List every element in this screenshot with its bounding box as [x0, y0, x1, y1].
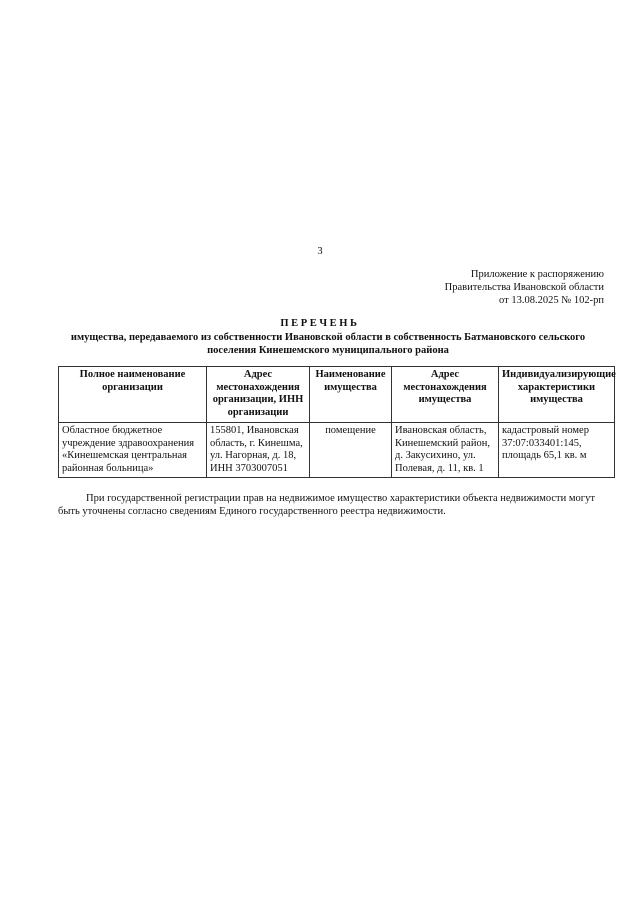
appendix-header: [445, 268, 604, 307]
cell-org-address: 155801, Ивановская область, г. Кинешма, ул. Нагорная, д. 18, ИНН 3703007051: [207, 423, 310, 478]
column-header-characteristics: Индивидуализирующие характеристики имущества: [499, 367, 615, 423]
appendix-date-line: от 13.08.2025 № 102-рп: [499, 295, 604, 306]
appendix-line: Правительства Ивановской области: [444, 282, 604, 293]
cell-characteristics: кадастровый номер 37:07:033401:145, площадь 65,1 кв. м: [499, 423, 615, 478]
cell-property-address: Ивановская область, Кинешемский район, д. Закусихино, ул. Полевая, д. 11, кв. 1: [392, 423, 499, 478]
page-number: 3: [317, 246, 323, 257]
table-row: [59, 423, 615, 478]
document-subtitle: имущества, передаваемого из собственности Ивановской области в собственность Батмановского сельского поселения Кинешемского муниципального района: [70, 332, 586, 356]
document-title: ПЕРЕЧЕНЬ: [280, 318, 360, 329]
column-header-org-address: Адрес местонахождения организации, ИНН организации: [207, 367, 310, 423]
property-table: [58, 366, 615, 478]
registration-note: При государственной регистрации прав на недвижимое имущество характеристики объекта недвижимости могут быть уточнены согласно сведениям Единого государственного реестра недвижимости.: [58, 493, 595, 517]
appendix-line: Приложение к распоряжению: [470, 269, 604, 280]
column-header-organization: Полное наименование организации: [59, 367, 207, 423]
table-header-row: [59, 367, 615, 423]
cell-organization: Областное бюджетное учреждение здравоохранения «Кинешемская центральная районная больница»: [59, 423, 207, 478]
column-header-property-address: Адрес местонахождения имущества: [392, 367, 499, 423]
column-header-property-name: Наименование имущества: [310, 367, 392, 423]
cell-property-name: помещение: [310, 423, 392, 478]
